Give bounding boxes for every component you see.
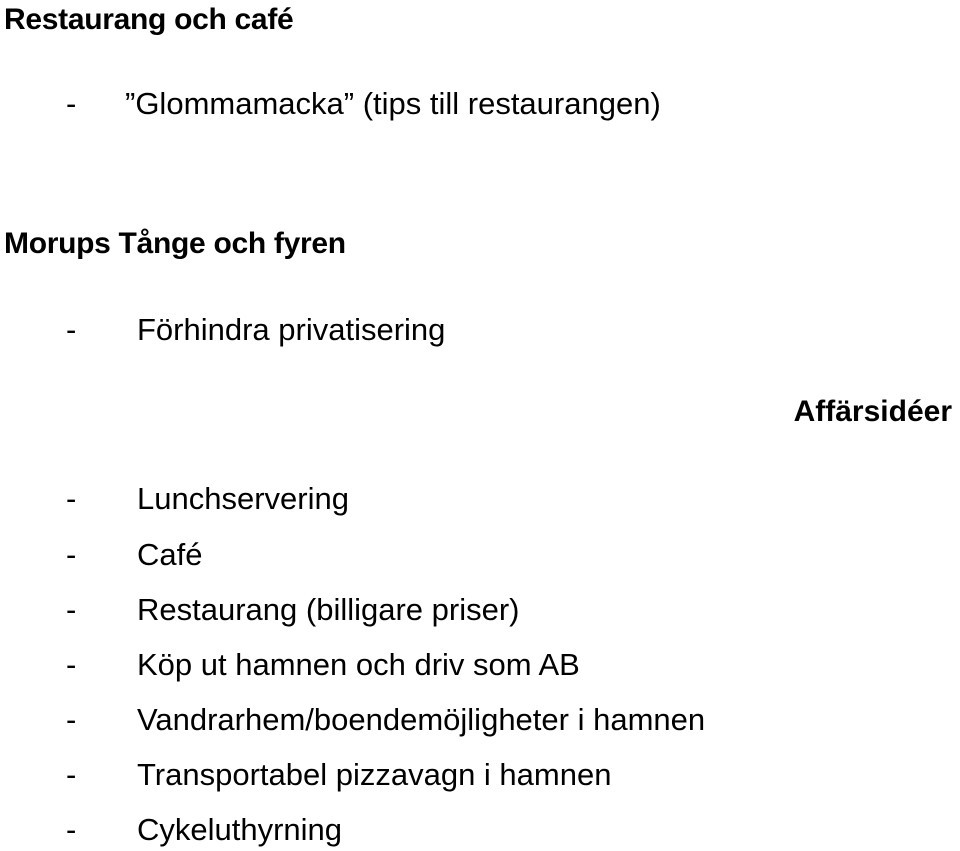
bullet-dash: - (66, 592, 77, 627)
list-item-text: Restaurang (billigare priser) (137, 592, 520, 627)
section-heading-affarsideer: Affärsidéer (793, 395, 952, 428)
bullet-dash: - (66, 812, 77, 847)
list-item-text: Köp ut hamnen och driv som AB (137, 647, 580, 682)
list-item-text: ”Glommamacka” (tips till restaurangen) (125, 86, 661, 121)
bullet-dash: - (66, 647, 77, 682)
list-item-text: Lunchservering (137, 481, 349, 516)
section-heading-restaurang: Restaurang och café (4, 3, 294, 36)
bullet-dash: - (66, 312, 77, 347)
bullet-dash: - (66, 702, 77, 737)
list-item-text: Café (137, 537, 203, 572)
bullet-dash: - (66, 757, 77, 792)
bullet-dash: - (66, 86, 77, 121)
section-heading-morups-tange: Morups Tånge och fyren (4, 227, 346, 260)
list-item-text: Förhindra privatisering (137, 312, 446, 347)
list-item-text: Vandrarhem/boendemöjligheter i hamnen (137, 702, 706, 737)
list-item-text: Cykeluthyrning (137, 812, 343, 847)
bullet-dash: - (66, 537, 77, 572)
list-item-text: Transportabel pizzavagn i hamnen (137, 757, 612, 792)
bullet-dash: - (66, 481, 77, 516)
